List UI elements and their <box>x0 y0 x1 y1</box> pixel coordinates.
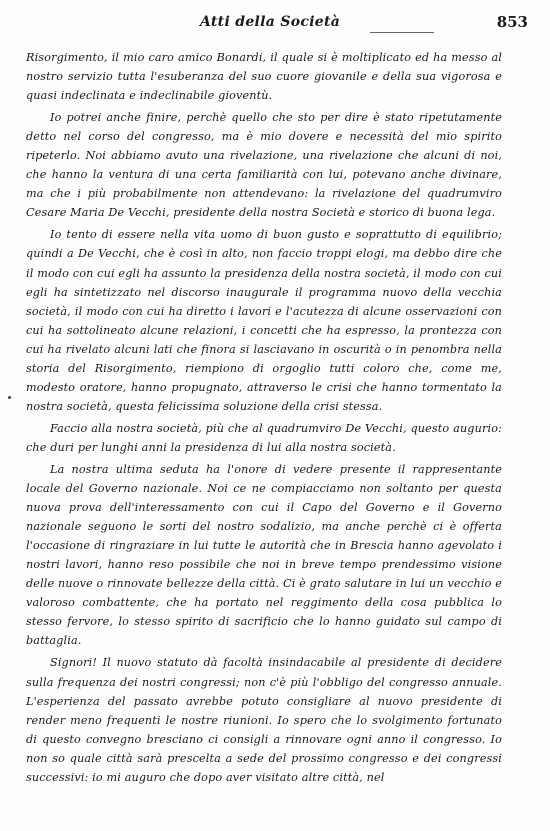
header-rule <box>370 32 434 33</box>
paragraph: Io potrei anche finire, perchè quello che sto per dire è stato ripetutamente detto nel corso del congresso, ma è mio dovere e necessità del mio spirito ripeterlo. Noi abbiamo avuto una rivelazione, una rivelazione che alcuni di noi, che hanno la ventura di una certa familiarità con lui, potevano anche divinare, ma che i più probabilmente non attendevano: la rivelazione del quadrumviro Cesare Maria De Vecchi, presidente della nostra Società e storico di buona lega. <box>26 111 502 220</box>
body-text <box>26 48 502 790</box>
margin-mark <box>8 396 11 399</box>
paragraph: Io tento di essere nella vita uomo di buon gusto e soprattutto di equilibrio; quindi a De Vecchi, che è così in alto, non faccio troppi elogi, ma debbo dire che il modo con cui egli ha assunto la presidenza della nostra società, il modo con cui egli ha sintetizzato nel discorso inaugurale il programma nuovo della vecchia società, il modo con cui ha diretto i lavori e l'acutezza di alcune osservazioni con cui ha sottolineato alcune relazioni, i concetti che ha espresso, la prontezza con cui ha rivelato alcuni lati che finora si lasciavano in oscurità o in penombra nella storia del Risorgimento, riempiono di orgoglio tutti coloro che, come me, modesto oratore, hanno propugnato, attraverso le crisi che hanno tormentato la nostra società, questa felicissima soluzione della crisi stessa. <box>26 228 502 413</box>
paragraph: Signori! Il nuovo statuto dà facoltà insindacabile al presidente di decidere sulla frequenza dei nostri congressi; non c'è più l'obbligo del congresso annuale. L'esperienza del passato avrebbe potuto consigliare al nuovo presidente di render meno frequenti le nostre riunioni. Io spero che lo svolgimento fortunato di questo convegno bresciano ci consigli a rinnovare ogni anno il congresso. Io non so quale città sarà prescelta a sede del prossimo congresso e dei congressi successivi: io mi auguro che dopo aver visitato altre città, nel <box>26 656 502 784</box>
paragraph: Risorgimento, il mio caro amico Bonardi, il quale si è moltiplicato ed ha messo al nostro servizio tutta l'esuberanza del suo cuore giovanile e della sua vigorosa e quasi indeclinata e indeclinabile gioventù. <box>26 51 502 103</box>
paragraph: Faccio alla nostra società, più che al quadrumviro De Vecchi, questo augurio: che duri per lunghi anni la presidenza di lui alla nostra società. <box>26 421 502 454</box>
page-number: 853 <box>496 13 528 31</box>
running-title: Atti della Società <box>200 14 341 30</box>
running-header <box>0 10 550 34</box>
paragraph: La nostra ultima seduta ha l'onore di vedere presente il rappresentante locale del Governo nazionale. Noi ce ne compiacciamo non soltanto per questa nuova prova dell'interessamento con cui il Capo del Governo e il Governo nazionale seguono le sorti del nostro sodalizio, ma anche perchè ci è offerta l'occasione di ringraziare in lui tutte le autorità che in Brescia hanno agevolato i nostri lavori, hanno reso possibile che noi in breve tempo prendessimo visione delle nuove o rinnovate bellezze della città. Ci è grato salutare in lui un vecchio e valoroso combattente, che ha portato nel reggimento della cosa pubblica lo stesso fervore, lo stesso spirito di sacrificio che lo hanno guidato sul campo di battaglia. <box>26 462 502 648</box>
